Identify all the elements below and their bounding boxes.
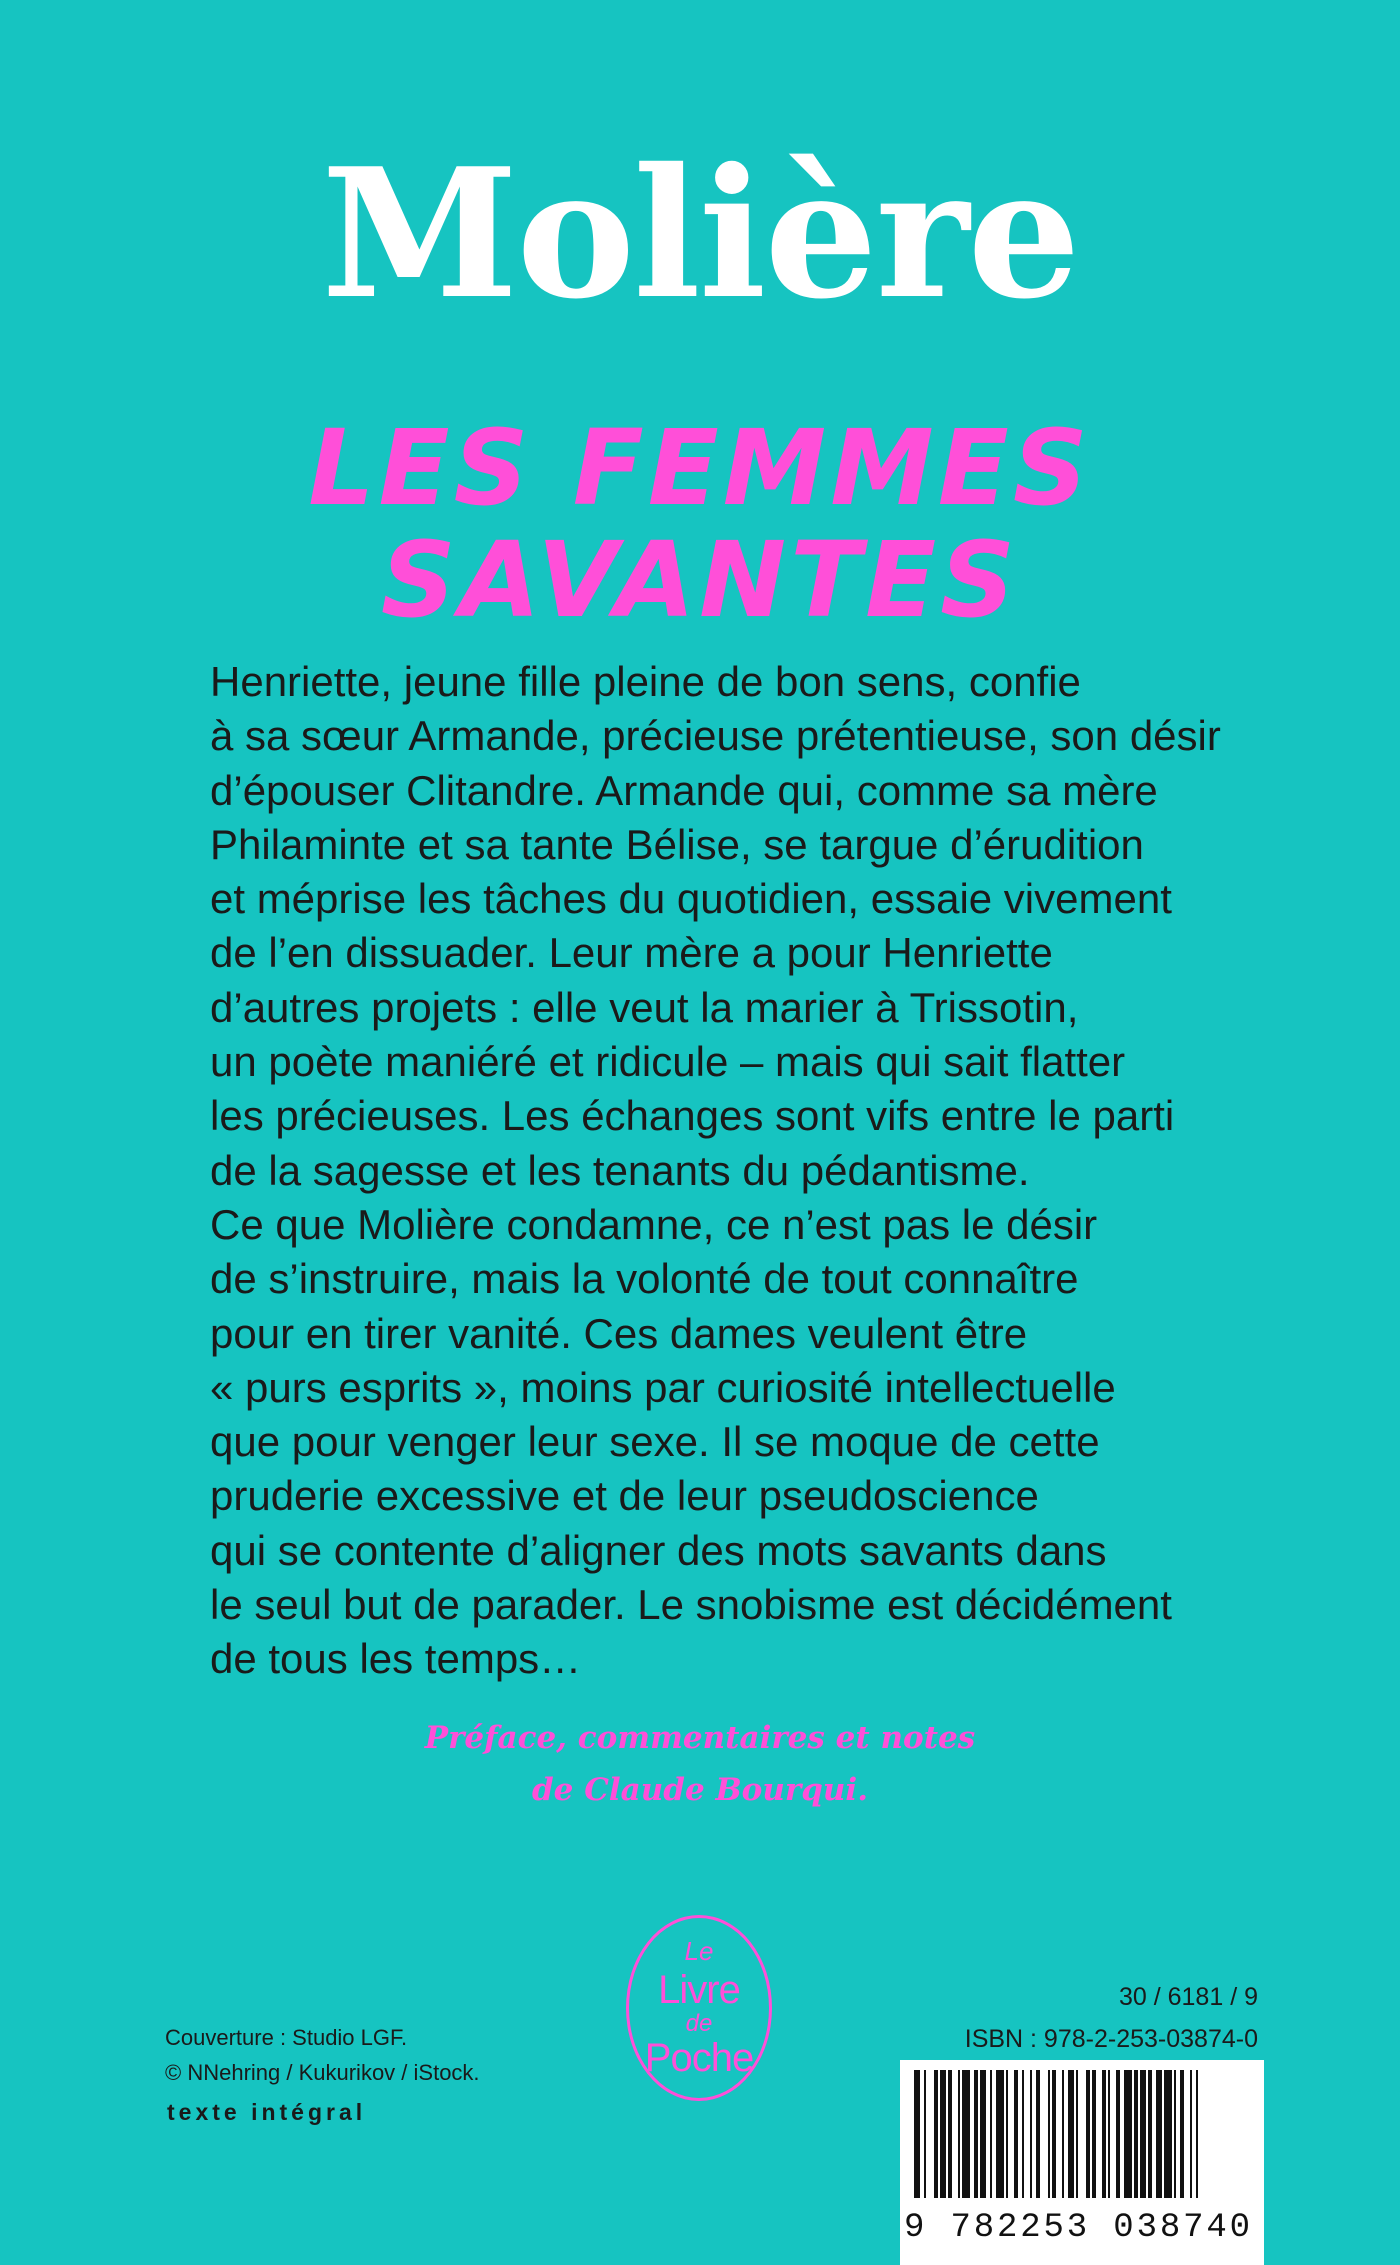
catalog-code: 30 / 6181 / 9 [1118, 1983, 1258, 2011]
cover-credit [165, 2020, 480, 2090]
barcode-bar [1062, 2070, 1064, 2198]
barcode-bar [1148, 2070, 1152, 2198]
cover-credit-line-1: Couverture : Studio LGF. [165, 2025, 408, 2050]
barcode-bar [1124, 2070, 1132, 2198]
livre-de-poche-logo [626, 1915, 772, 2101]
blurb-line: pour en tirer vanité. Ces dames veulent être [210, 1309, 1028, 1357]
barcode-bar [1036, 2070, 1040, 2198]
barcode-digits: 9 782253 038740 [904, 2209, 1250, 2247]
blurb-line: d’épouser Clitandre. Armande qui, comme sa mère [210, 766, 1158, 814]
isbn: ISBN : 978-2-253-03874-0 [964, 2025, 1258, 2053]
cover-credit-line-2: © NNehring / Kukurikov / iStock. [165, 2060, 480, 2085]
blurb-line: un poète maniéré et ridicule – mais qui sait flatter [210, 1038, 1126, 1086]
barcode-bar [1102, 2070, 1106, 2198]
barcode-bar [1164, 2070, 1172, 2198]
logo-word-le: Le [684, 1936, 714, 1966]
blurb-line: à sa sœur Armande, précieuse prétentieuse, son désir [210, 712, 1221, 760]
blurb-line: qui se contente d’aligner des mots savants dans [210, 1526, 1107, 1574]
book-title [0, 407, 1400, 641]
logo-word-de: de [685, 2010, 713, 2037]
barcode-bar [948, 2070, 952, 2198]
barcode-bar [1052, 2070, 1056, 2198]
barcode-bar [1092, 2070, 1096, 2198]
barcode-bar [1156, 2070, 1162, 2198]
barcode-bars [900, 2060, 1264, 2265]
barcode-bar [1014, 2070, 1018, 2198]
barcode-bar [980, 2070, 986, 2198]
barcode-bar [1116, 2070, 1120, 2198]
barcode-bar [974, 2070, 978, 2198]
logo-word-poche: Poche [644, 2036, 754, 2080]
blurb-line: que pour venger leur sexe. Il se moque de cette [210, 1418, 1100, 1466]
barcode-bar [1108, 2070, 1110, 2198]
barcode [900, 2060, 1264, 2265]
barcode-bar [1076, 2070, 1078, 2198]
blurb-line: de s’instruire, mais la volonté de tout connaître [210, 1255, 1079, 1303]
barcode-bar [934, 2070, 938, 2198]
blurb-line: « purs esprits », moins par curiosité intellectuelle [210, 1363, 1116, 1411]
catalog-info [965, 1976, 1258, 2060]
credits-line-1: Préface, commentaires et notes [424, 1720, 976, 1756]
barcode-bar [1180, 2070, 1184, 2198]
barcode-bar [962, 2070, 970, 2198]
blurb-line: les précieuses. Les échanges sont vifs entre le parti [210, 1092, 1175, 1140]
barcode-bar [990, 2070, 992, 2198]
back-cover-blurb [210, 655, 1220, 1687]
logo-word-livre: Livre [658, 1968, 740, 2012]
barcode-bar [914, 2070, 920, 2198]
blurb-line: Ce que Molière condamne, ce n’est pas le désir [210, 1200, 1098, 1248]
book-title-line-2: SAVANTES [380, 519, 1020, 641]
barcode-bar [1048, 2070, 1050, 2198]
blurb-line: de tous les temps… [210, 1635, 582, 1683]
book-title-line-1: LES FEMMES [308, 407, 1092, 529]
barcode-bar [1030, 2070, 1032, 2198]
barcode-bar [1140, 2070, 1146, 2198]
barcode-bar [1086, 2070, 1090, 2198]
barcode-bar [1134, 2070, 1138, 2198]
barcode-bar [1006, 2070, 1008, 2198]
barcode-bar [1022, 2070, 1024, 2198]
blurb-line: et méprise les tâches du quotidien, essaie vivement [210, 875, 1172, 923]
credits-line-2: de Claude Bourqui. [532, 1772, 868, 1808]
blurb-line: de la sagesse et les tenants du pédantisme. [210, 1146, 1030, 1194]
blurb-line: de l’en dissuader. Leur mère a pour Henriette [210, 929, 1053, 977]
barcode-bar [996, 2070, 1004, 2198]
barcode-bar [1174, 2070, 1176, 2198]
barcode-bar [1068, 2070, 1074, 2198]
blurb-line: d’autres projets : elle veut la marier à Trissotin, [210, 983, 1079, 1031]
edition-label: texte intégral [167, 2099, 367, 2125]
blurb-line: pruderie excessive et de leur pseudoscience [210, 1472, 1039, 1520]
barcode-bar [1196, 2070, 1198, 2198]
blurb-line: Henriette, jeune fille pleine de bon sens, confie [210, 658, 1081, 705]
barcode-bar [958, 2070, 960, 2198]
barcode-bar [940, 2070, 946, 2198]
editorial-credits [0, 1712, 1400, 1816]
author-name: Molière [321, 129, 1079, 338]
barcode-bar [1190, 2070, 1192, 2198]
barcode-bar [924, 2070, 926, 2198]
blurb-line: Philaminte et sa tante Bélise, se targue d’érudition [210, 820, 1144, 868]
blurb-line: le seul but de parader. Le snobisme est décidément [210, 1581, 1172, 1629]
